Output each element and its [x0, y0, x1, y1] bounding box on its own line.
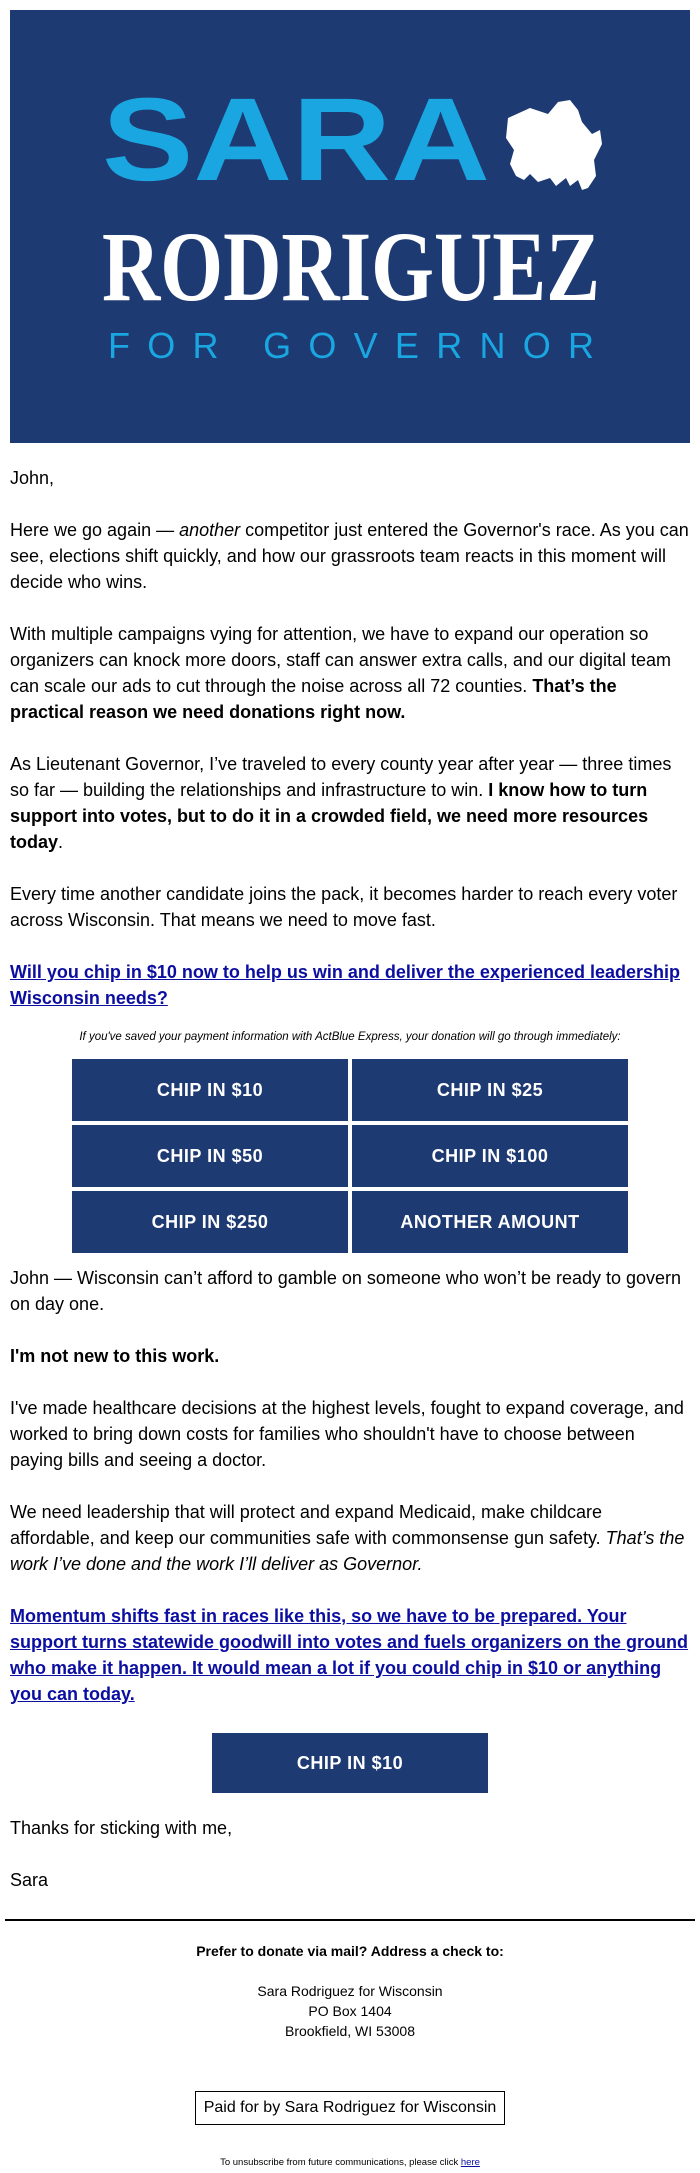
paragraph-6: I'm not new to this work. [10, 1346, 220, 1366]
donate-link-10[interactable]: Will you chip in $10 now to help us win and deliver the experienced leadership Wisconsin needs? [10, 962, 680, 1008]
email-body [5, 465, 695, 1893]
campaign-banner [10, 10, 690, 443]
another-amount-button[interactable]: ANOTHER AMOUNT [352, 1191, 628, 1253]
chip-in-10-button[interactable]: CHIP IN $10 [72, 1059, 348, 1121]
actblue-express-note: If you've saved your payment information with ActBlue Express, your donation will go through immediately: [79, 1031, 621, 1043]
paragraph-2: With multiple campaigns vying for attention, we have to expand our operation so organizers can knock more doors, staff can answer extra calls, and our digital team can scale our ads to cut through the noise across all 72 counties. That’s the practical reason we need donations right now. [10, 624, 671, 722]
cta-paragraph-1 [10, 959, 690, 1011]
address-line-1: Sara Rodriguez for Wisconsin [257, 1983, 443, 1999]
unsubscribe-line: To unsubscribe from future communications, please click here [220, 2157, 480, 2168]
cta-paragraph-2 [10, 1603, 690, 1707]
donate-link-momentum[interactable]: Momentum shifts fast in races like this, so we have to be prepared. Your support turns statewide goodwill into votes and fuels organizers on the ground who make it happen. It would mean a lot if you could chip in $10 or anything you can today. [10, 1606, 689, 1704]
chip-in-250-button[interactable]: CHIP IN $250 [72, 1191, 348, 1253]
signature: Sara [10, 1870, 49, 1890]
paid-for-disclaimer: Paid for by Sara Rodriguez for Wisconsin [195, 2091, 506, 2125]
bold-statement-resources: I know how to turn support into votes, but to do it in a crowded field, we need more resources today [10, 780, 649, 852]
mailing-address [5, 1981, 695, 2041]
email-container [5, 0, 695, 2173]
unsubscribe-link[interactable]: here [460, 2157, 480, 2168]
single-button-wrap [10, 1733, 690, 1793]
chip-in-100-button[interactable]: CHIP IN $100 [352, 1125, 628, 1187]
chip-in-10-bottom-button[interactable]: CHIP IN $10 [212, 1733, 488, 1793]
footer-divider [5, 1919, 695, 1921]
paragraph-8: We need leadership that will protect and expand Medicaid, make childcare affordable, and keep our communities safe with commonsense gun safety. That’s the work I’ve done and the work I’ll deliver as Governor. [10, 1502, 685, 1574]
chip-in-25-button[interactable]: CHIP IN $25 [352, 1059, 628, 1121]
paragraph-5: John — Wisconsin can’t afford to gamble on someone who won’t be ready to govern on day one. [10, 1268, 682, 1314]
signoff: Thanks for sticking with me, [10, 1818, 233, 1838]
banner-graphic [10, 10, 690, 443]
banner-for-governor: FOR GOVERNOR [108, 325, 594, 366]
paragraph-3: As Lieutenant Governor, I’ve traveled to every county year after year — three times so far — building the relationships and infrastructure to win. I know how to turn support into votes, but to do it in a crowded field, we need more resources today. [10, 754, 672, 852]
address-line-2: PO Box 1404 [308, 2003, 392, 2019]
donation-button-grid [70, 1059, 630, 1253]
mail-donation-heading: Prefer to donate via mail? Address a check to: [196, 1943, 504, 1959]
paragraph-4: Every time another candidate joins the pack, it becomes harder to reach every voter across Wisconsin. That means we need to move fast. [10, 884, 678, 930]
emphasis-another: another [179, 520, 241, 540]
email-footer [5, 1941, 695, 2173]
chip-in-50-button[interactable]: CHIP IN $50 [72, 1125, 348, 1187]
banner-name-last: RODRIGUEZ [102, 211, 600, 322]
banner-name-first: SARA [102, 74, 490, 206]
bold-statement-donations: That’s the practical reason we need donations right now. [10, 676, 617, 722]
paragraph-7: I've made healthcare decisions at the highest levels, fought to expand coverage, and worked to bring down costs for families who shouldn't have to choose between paying bills and seeing a doctor. [10, 1398, 684, 1470]
greeting: John, [10, 468, 55, 488]
address-line-3: Brookfield, WI 53008 [285, 2023, 415, 2039]
emphasis-work: That’s the work I’ve done and the work I’ll deliver as Governor. [10, 1528, 685, 1574]
paragraph-1: Here we go again — another competitor just entered the Governor's race. As you can see, elections shift quickly, and how our grassroots team reacts in this moment will decide who wins. [10, 520, 689, 592]
